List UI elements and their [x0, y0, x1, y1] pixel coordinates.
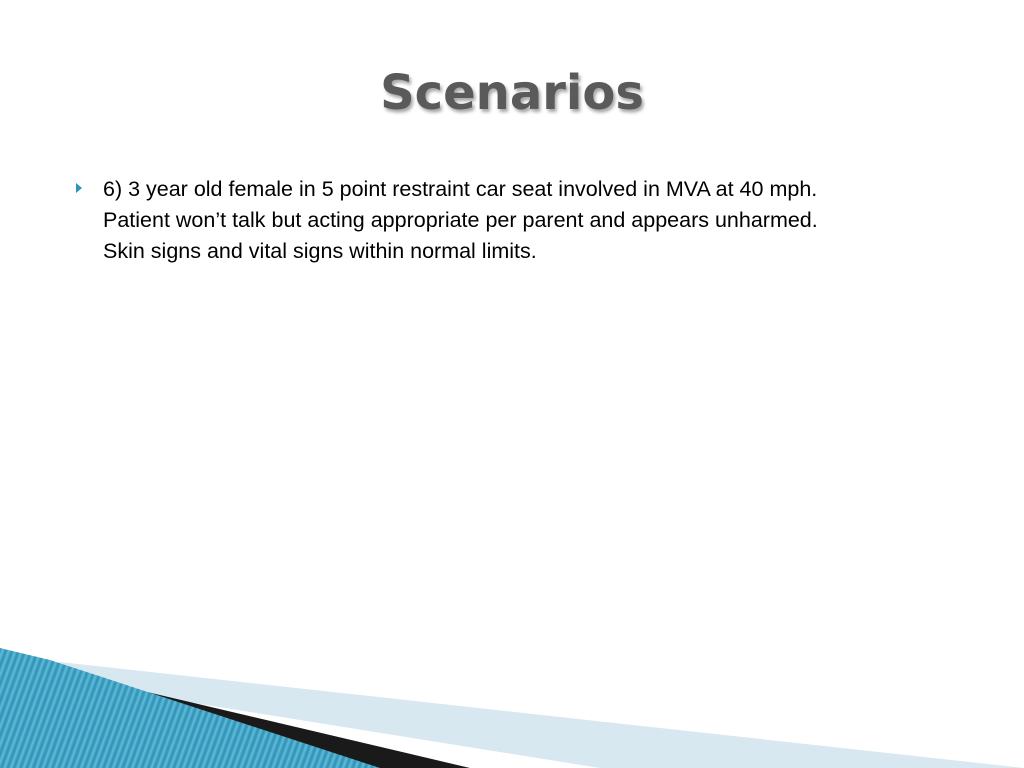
bullet-line: 6) 3 year old female in 5 point restraint car seat involved in MVA at 40 mph. — [103, 177, 818, 201]
bullet-line: Skin signs and vital signs within normal limits. — [103, 239, 537, 263]
bullet-line: Patient won’t talk but acting appropriate per parent and appears unharmed. — [103, 208, 818, 232]
slide-title: Scenarios — [380, 65, 644, 121]
